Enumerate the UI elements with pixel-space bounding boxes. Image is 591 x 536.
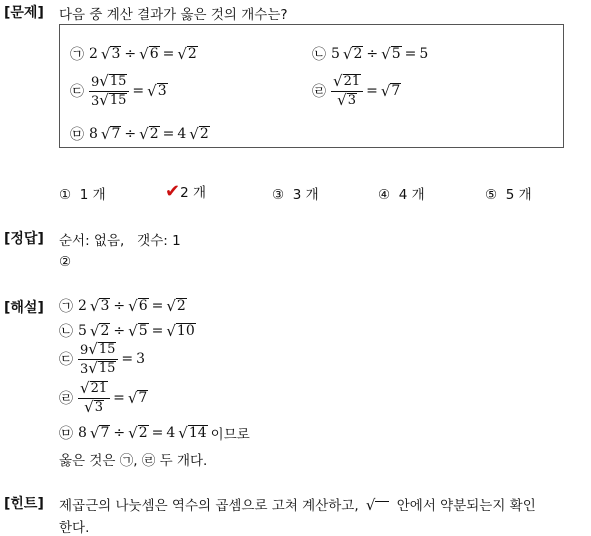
answer-mark: ② <box>59 254 72 270</box>
answer-text: 순서: 없음, 갯수: 1 <box>59 233 181 249</box>
line-d-mark: ㉣ <box>59 391 73 408</box>
hint-text-b: 안에서 약분되는지 확인 <box>396 498 536 514</box>
statement-d-mark: ㉣ <box>312 84 326 101</box>
choice-2-label: 2 개 <box>180 185 207 201</box>
radicand: 6 <box>149 46 159 63</box>
radicand: 7 <box>111 126 121 143</box>
statement-e: ㉤ 8 √ 7 ÷ √ 2 = 4 √ 2 <box>70 124 209 143</box>
equals: = <box>162 46 175 62</box>
choice-1-mark: ① <box>59 187 72 203</box>
operator: ÷ <box>124 46 137 62</box>
line-c-mark: ㉢ <box>59 352 73 369</box>
operator: ÷ <box>124 126 137 142</box>
choice-5[interactable] <box>485 183 532 203</box>
explanation-line-c: ㉢ 9 √ 15 3 √ 15 = 3 <box>59 340 146 377</box>
radicand: 2 <box>187 46 197 63</box>
explanation-line-d: ㉣ √ 21 √ 3 = √ 7 <box>59 379 148 416</box>
radicand: 2 <box>353 46 363 63</box>
explanation-line-e: ㉤ 8 √ 7 ÷ √ 2 = 4 √ 14 이므로 <box>59 423 250 443</box>
radicand: 5 <box>391 46 401 63</box>
statement-c-mark: ㉢ <box>70 84 84 101</box>
checkmark-icon: ✔ <box>165 181 181 202</box>
coef: 5 <box>331 46 340 62</box>
hint-line-2: 한다. <box>59 520 90 536</box>
question-tag: [문제] <box>4 5 44 21</box>
result: 5 <box>419 46 429 62</box>
radicand: 7 <box>391 83 401 100</box>
hint-text-a: 제곱근의 나눗셈은 역수의 곱셈으로 고쳐 계산하고, <box>59 498 359 514</box>
equals: = <box>366 83 378 100</box>
choice-4[interactable] <box>378 183 425 203</box>
hint-tag: [힌트] <box>4 496 44 512</box>
answer-tag: [정답] <box>4 231 44 247</box>
choice-5-mark: ⑤ <box>485 187 498 203</box>
line-e-suffix: 이므로 <box>210 427 250 443</box>
statement-e-mark: ㉤ <box>70 127 84 143</box>
choice-4-mark: ④ <box>378 187 391 203</box>
radicand: 3 <box>111 46 121 63</box>
choice-3-mark: ③ <box>272 187 285 203</box>
explanation-conclusion: 옳은 것은 ㉠, ㉣ 두 개다. <box>59 453 208 469</box>
statement-a: ㉠ 2 √ 3 ÷ √ 6 = √ 2 <box>70 44 197 63</box>
coef: 4 <box>177 126 187 142</box>
line-b-mark: ㉡ <box>59 324 73 340</box>
fraction: √ 21 √ 3 <box>331 74 363 108</box>
choice-1-label: 1 개 <box>79 187 106 203</box>
operator: ÷ <box>366 46 379 62</box>
choice-3-label: 3 개 <box>292 187 319 203</box>
statement-c: ㉢ 9 √ 15 3 √ 15 = √ 3 <box>70 72 167 109</box>
hint-line-1 <box>59 494 536 514</box>
radicand: 2 <box>199 126 209 143</box>
fraction: √ 21 √ 3 <box>78 381 110 415</box>
explanation-line-b: ㉡ 5 √ 2 ÷ √ 5 = √ 10 <box>59 321 195 340</box>
fraction: 9 √ 15 3 √ 15 <box>78 342 118 376</box>
radicand: 3 <box>157 83 167 100</box>
radicand: 2 <box>149 126 159 143</box>
choice-5-label: 5 개 <box>505 187 532 203</box>
radical-sign-icon: √ <box>366 496 390 514</box>
statement-a-mark: ㉠ <box>70 47 84 63</box>
line-e-mark: ㉤ <box>59 426 73 442</box>
choice-3[interactable] <box>272 183 319 203</box>
equals: = <box>404 46 417 62</box>
choice-2[interactable] <box>165 181 206 202</box>
statement-b-mark: ㉡ <box>312 47 326 63</box>
explanation-line-a: ㉠ 2 √ 3 ÷ √ 6 = √ 2 <box>59 296 186 315</box>
equals: = <box>132 83 145 100</box>
statement-b: ㉡ 5 √ 2 ÷ √ 5 = 5 <box>312 44 429 63</box>
choice-1[interactable] <box>59 183 106 203</box>
coef: 2 <box>89 46 98 62</box>
question-text: 다음 중 계산 결과가 옳은 것의 개수는? <box>59 7 288 23</box>
fraction: 9 √ 15 3 √ 15 <box>89 74 129 108</box>
coef: 8 <box>89 126 98 142</box>
explanation-tag: [해설] <box>4 300 44 316</box>
line-a-mark: ㉠ <box>59 299 73 315</box>
statement-d: ㉣ √ 21 √ 3 = √ 7 <box>312 72 401 109</box>
equals: = <box>162 126 175 142</box>
choice-4-label: 4 개 <box>398 187 425 203</box>
